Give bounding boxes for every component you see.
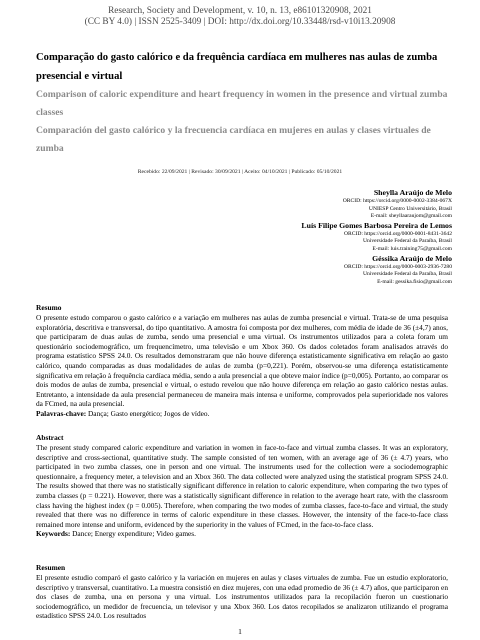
author-affiliation: Universidade Federal da Paraíba, Brasil — [362, 238, 452, 245]
author-affiliation: UNIESP Centro Universitário, Brasil — [368, 205, 452, 212]
title-spanish: Comparación del gasto calórico y la frecuencia cardíaca en mujeres en aulas y clases virtuales de zumba — [36, 125, 431, 154]
author-2 — [152, 221, 452, 254]
authors-block — [152, 188, 452, 286]
author-orcid[interactable]: ORCID: https://orcid.org/0000-0002-3384-067X — [342, 198, 452, 204]
resumo-body: O presente estudo comparou o gasto calórico e a variação em mulheres nas aulas de zumba presencial e virtual. Trata-se de uma pesquisa exploratória, descritiva e transversal, do tipo quantitativo. A amostra foi composta por dez mulheres, com média de idade de 36 (±4,7) anos, que participaram de duas aulas de zumba, sendo uma presencial e uma virtual. Os instrumentos utilizados para a coleta foram um questionário sociodemográfico, um frequencímetro, uma televisão e um Xbox 360. Os dados coletados foram analisados através do programa estatístico SPSS 24.0. Os resultados demonstraram que não houve diferença estatisticamente significativa em relação ao gasto calórico, quando comparadas as duas modalidades de aulas de zumba (p=0,221). Porém, observou-se uma diferença estatisticamente significativa em relação à frequência cardíaca média, sendo a aula presencial a que obteve maior índice (p=0,005). Portanto, ao comparar os dois modos de aulas de zumba, presencial e virtual, o estudo revelou que não houve diferença em relação ao gasto calórico nestas aulas. Entretanto, a intensidade da aula presencial permaneceu de maneira mais intensa e uniforme, comprovados pela superioridade nos valores da FCmed, na aula presencial. — [36, 313, 448, 409]
keywords-label: Keywords: — [36, 529, 71, 539]
author-email[interactable]: E-mail: luis.training75@gmail.com — [372, 245, 452, 252]
page-number: 1 — [238, 627, 242, 636]
author-orcid[interactable]: ORCID: https://orcid.org/0000-0001-8431-3642 — [343, 230, 452, 237]
resumo-section — [36, 302, 448, 419]
author-affiliation: Universidade Federal da Paraíba, Brasil — [362, 271, 452, 278]
resumen-heading: Resumen — [36, 563, 66, 572]
author-3 — [152, 254, 452, 287]
keywords-text: Dança; Gasto energético; Jogos de vídeo. — [86, 408, 210, 418]
keywords-label: Palavras-chave: — [36, 408, 87, 418]
abstract-body: The present study compared caloric expenditure and variation in women in face-to-face and virtual zumba classes. It was an exploratory, descriptive and cross-sectional, quantitative study. The sample consisted of ten women, with an average age of 36 (± 4.7) years, who participated in two zumba classes, one in person and one virtual. The instruments used for the collection were a sociodemographic questionnaire, a frequency meter, a television and an Xbox 360. The data collected were analyzed using the statistical program SPSS 24.0. The results showed that there was no statistically significant difference in relation to caloric expenditure, when comparing the two types of zumba classes (p = 0.221). However, there was a statistically significant difference in relation to the average heart rate, with the classroom class having the highest index (p = 0.005). Therefore, when comparing the two modes of zumba classes, face-to-face and virtual, the study revealed that there was no difference in terms of caloric expenditure in these classes. However, the intensity of the face-to-face class remained more intense and uniform, evidenced by the superiority in the values of FCmed, in the face-to-face class. — [36, 443, 448, 529]
abstract-heading: Abstract — [36, 433, 64, 442]
keywords-text: Dance; Energy expenditure; Video games. — [70, 529, 197, 539]
author-email[interactable]: E-mail: sheyllaaraujom@gmail.com — [370, 213, 452, 220]
resumen-body: El presente estudio comparó el gasto calórico y la variación en mujeres en aulas y clases virtuales de zumba. Fue un estudio exploratorio, descriptivo y transversal, cuantitativo. La muestra consistió en diez mujeres, con una edad promedio de 36 (± 4.7) años, que participaron en dos clases de zumba, una en persona y una virtual. Los instrumentos utilizados para la recopilación fueron un cuestionario sociodemográfico, un medidor de frecuencia, un televisor y una Xbox 360. Los datos recopilados se analizaron utilizando el programa estadístico SPSS 24.0. Los resultados — [36, 573, 448, 621]
abstract-section — [36, 432, 448, 539]
title-block — [36, 48, 448, 158]
author-name: Luís Filipe Gomes Barbosa Pereira de Lemos — [301, 220, 452, 230]
journal-header — [0, 6, 480, 28]
author-orcid[interactable]: ORCID: https://orcid.org/0000-0003-2936-7280 — [343, 263, 452, 270]
author-email[interactable]: E-mail: gessika.fisio@gmail.com — [377, 278, 452, 285]
abstract-keywords — [36, 529, 448, 539]
resumo-heading: Resumo — [36, 303, 62, 312]
author-1 — [152, 188, 452, 221]
submission-dates: Recebido: 22/09/2021 | Revisado: 30/09/2021 | Aceito: 04/10/2021 | Publicado: 05/10/2021 — [137, 169, 343, 175]
title-english: Comparison of caloric expenditure and heart frequency in women in the presence and virtual zumba classes — [36, 89, 448, 118]
resumo-keywords — [36, 409, 448, 419]
journal-citation: Research, Society and Development, v. 10, n. 13, e86101320908, 2021 — [108, 6, 372, 16]
author-name: Géssika Araújo de Melo — [372, 253, 452, 263]
resumen-section — [36, 562, 448, 621]
license-doi-line[interactable]: (CC BY 4.0) | ISSN 2525-3409 | DOI: http://dx.doi.org/10.33448/rsd-v10i13.20908 — [84, 17, 396, 27]
title-portuguese: Comparação do gasto calórico e da frequência cardíaca em mulheres nas aulas de zumba presencial e virtual — [36, 52, 438, 82]
author-name: Sheylla Araújo de Melo — [373, 188, 452, 197]
